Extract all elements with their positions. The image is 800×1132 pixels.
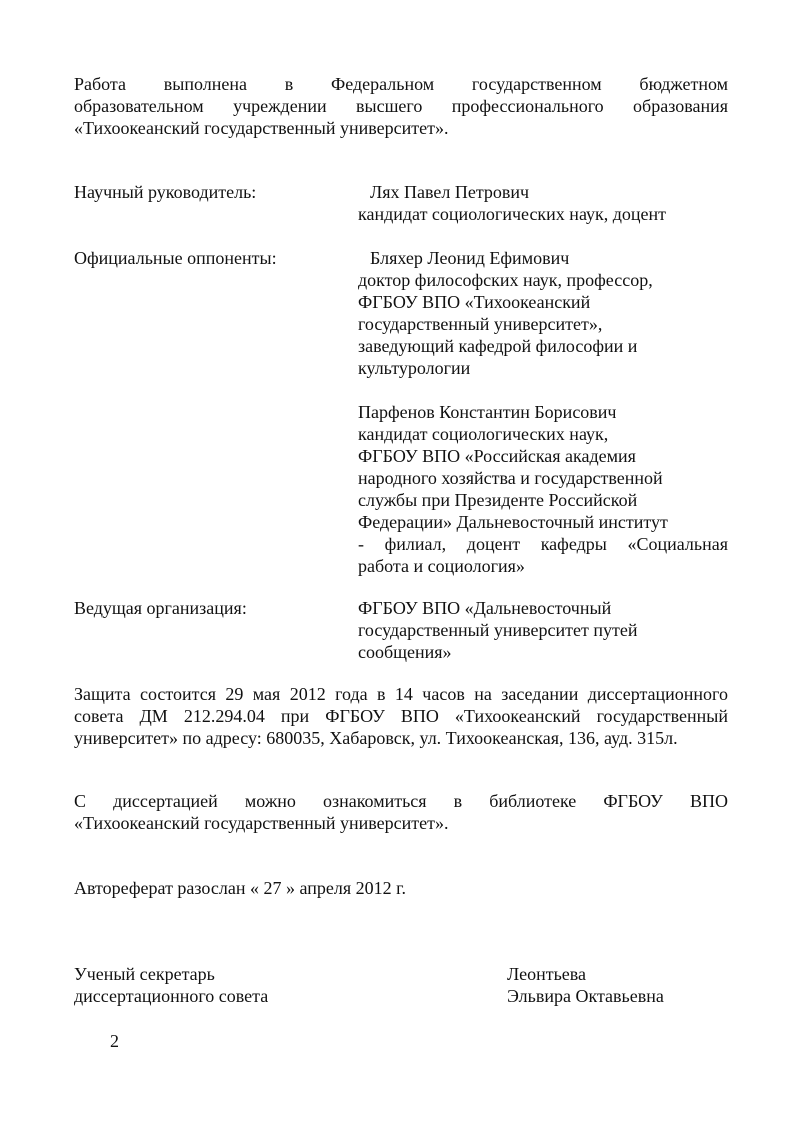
opponent-2-details — [358, 423, 728, 577]
library-line-2: «Тихоокеанский государственный университет». — [74, 813, 449, 833]
opponent-2-detail-line: народного хозяйства и государственной — [358, 468, 663, 488]
library-paragraph — [74, 790, 728, 834]
opponent-2-detail-line: работа и социология» — [358, 556, 525, 576]
defense-paragraph — [74, 683, 728, 749]
leading-org-label: Ведущая организация: — [74, 598, 247, 618]
leading-org-line: ФГБОУ ВПО «Дальневосточный — [358, 598, 612, 618]
library-line-1: С диссертацией можно ознакомиться в библиотеке ФГБОУ ВПО — [74, 791, 728, 811]
opponent-1-details — [358, 269, 653, 379]
secretary-title-line: диссертационного совета — [74, 986, 269, 1006]
secretary-name — [507, 963, 664, 1007]
intro-line-1: Работа выполнена в Федеральном государственном бюджетном — [74, 74, 728, 94]
supervisor-name: Лях Павел Петрович — [370, 182, 530, 202]
opponent-1-detail-line: доктор философских наук, профессор, — [358, 270, 653, 290]
leading-org-line: сообщения» — [358, 642, 452, 662]
opponent-1-detail-line: культурологии — [358, 358, 471, 378]
secretary-title — [74, 963, 268, 1007]
leading-org-details — [358, 597, 638, 663]
opponent-2-name: Парфенов Константин Борисович — [358, 402, 617, 422]
opponent-2-detail-line: ФГБОУ ВПО «Российская академия — [358, 446, 636, 466]
opponent-1-detail-line: заведующий кафедрой философии и — [358, 336, 638, 356]
opponents-label: Официальные оппоненты: — [74, 248, 277, 268]
opponent-2-detail-line: Федерации» Дальневосточный институт — [358, 512, 668, 532]
defense-line-1: Защита состоится 29 мая 2012 года в 14 часов на заседании диссертационного — [74, 684, 728, 704]
supervisor-label: Научный руководитель: — [74, 182, 257, 202]
secretary-title-line: Ученый секретарь — [74, 964, 215, 984]
secretary-name-line: Эльвира Октавьевна — [507, 986, 664, 1006]
opponent-1-detail-line: государственный университет», — [358, 314, 603, 334]
opponent-1-name: Бляхер Леонид Ефимович — [370, 248, 570, 268]
leading-org-line: государственный университет путей — [358, 620, 638, 640]
opponent-1-detail-line: ФГБОУ ВПО «Тихоокеанский — [358, 292, 591, 312]
opponent-2-detail-line: - филиал, доцент кафедры «Социальная — [358, 534, 728, 554]
supervisor-detail-line: кандидат социологических наук, доцент — [358, 204, 667, 224]
intro-line-2: образовательном учреждении высшего профессионального образования — [74, 96, 728, 116]
opponent-2-detail-line: кандидат социологических наук, — [358, 424, 609, 444]
secretary-name-line: Леонтьева — [507, 964, 587, 984]
intro-paragraph — [74, 73, 728, 139]
defense-line-3: университет» по адресу: 680035, Хабаровск, ул. Тихоокеанская, 136, ауд. 315л. — [74, 728, 678, 748]
defense-line-2: совета ДМ 212.294.04 при ФГБОУ ВПО «Тихоокеанский государственный — [74, 706, 728, 726]
page-number: 2 — [110, 1031, 119, 1051]
distributed-date: Автореферат разослан « 27 » апреля 2012 г. — [74, 878, 406, 898]
supervisor-details — [358, 203, 666, 225]
intro-line-3: «Тихоокеанский государственный университет». — [74, 118, 449, 138]
opponent-2-detail-line: службы при Президенте Российской — [358, 490, 638, 510]
